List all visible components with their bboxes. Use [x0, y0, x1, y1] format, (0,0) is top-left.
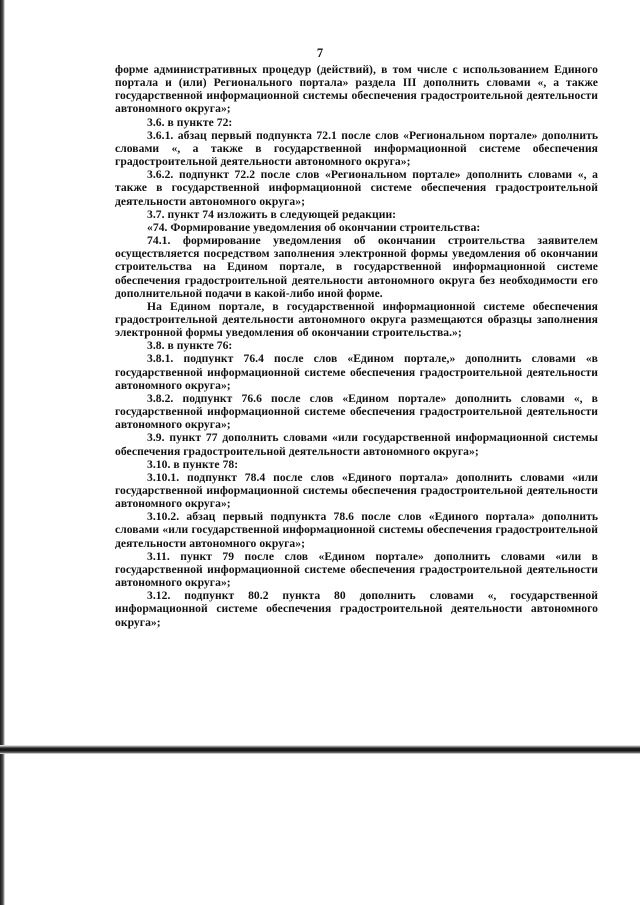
paragraph: На Едином портале, в государственной информационной системе обеспечения градостроительной деятельности автономного округа размещаются образцы заполнения электронной формы уведомления об окончании строительства.»;	[115, 299, 598, 340]
document-body	[115, 63, 598, 629]
paragraph: 3.7. пункт 74 изложить в следующей редакции:	[147, 207, 397, 221]
scan-edge-bottom	[0, 745, 640, 754]
paragraph: 3.10. в пункте 78:	[147, 457, 239, 471]
paragraph: 3.8.2. подпункт 76.6 после слов «Едином портале» дополнить словами «, в государственной информационной системе обеспечения градостроительной деятельности автономного округа»;	[115, 391, 598, 432]
paragraph: форме административных процедур (действий), в том числе с использованием Единого портала и (или) Регионального портала» раздела III дополнить словами «, а также государственной информационной системы обеспечения градостроительной деятельности автономного округа»;	[115, 63, 598, 116]
paragraph: 3.6.2. подпункт 72.2 после слов «Региональном портале» дополнить словами «, а также в государственной информационной системе обеспечения градостроительной деятельности автономного округа»;	[115, 168, 598, 208]
scan-edge-left	[0, 0, 5, 905]
paragraph: «74. Формирование уведомления об окончании строительства:	[147, 220, 481, 234]
paragraph: 3.8. в пункте 76:	[147, 339, 233, 353]
paragraph: 3.6. в пункте 72:	[147, 115, 233, 129]
paragraph: 3.8.1. подпункт 76.4 после слов «Едином портале,» дополнить словами «в государственной информационной системе обеспечения градостроительной деятельности автономного округа»;	[115, 352, 598, 392]
paragraph: 3.10.2. абзац первый подпункта 78.6 после слов «Единого портала» дополнить словами «или государственной информационной системы обеспечения градостроительной деятельности автономного округа»;	[115, 510, 598, 550]
paragraph: 3.10.1. подпункт 78.4 после слов «Единого портала» дополнить словами «или государственной информационной системы обеспечения градостроительной деятельности автономного округа»;	[115, 470, 598, 511]
paragraph: 3.12. подпункт 80.2 пункта 80 дополнить словами «, государственной информационной системе обеспечения градостроительной деятельности автономного округа»;	[115, 589, 598, 629]
paragraph: 3.11. пункт 79 после слов «Едином портале» дополнить словами «или в государственной информационной системе обеспечения градостроительной деятельности автономного округа»;	[115, 549, 598, 590]
paragraph: 3.6.1. абзац первый подпункта 72.1 после слов «Региональном портале» дополнить словами «, а также в государственной информационной системе обеспечения градостроительной деятельности автономного округа»;	[115, 128, 598, 169]
paragraph: 74.1. формирование уведомления об окончании строительства заявителем осуществляется посредством заполнения электронной формы уведомления об окончании строительства на Едином портале, в государственной информационной системе обеспечения градостроительной деятельности автономного округа без необходимости его дополнительной подачи в какой-либо иной форме.	[115, 234, 598, 300]
paragraph: 3.9. пункт 77 дополнить словами «или государственной информационной системы обеспечения градостроительной деятельности автономного округа»;	[115, 431, 598, 458]
page-number: 7	[316, 46, 324, 60]
